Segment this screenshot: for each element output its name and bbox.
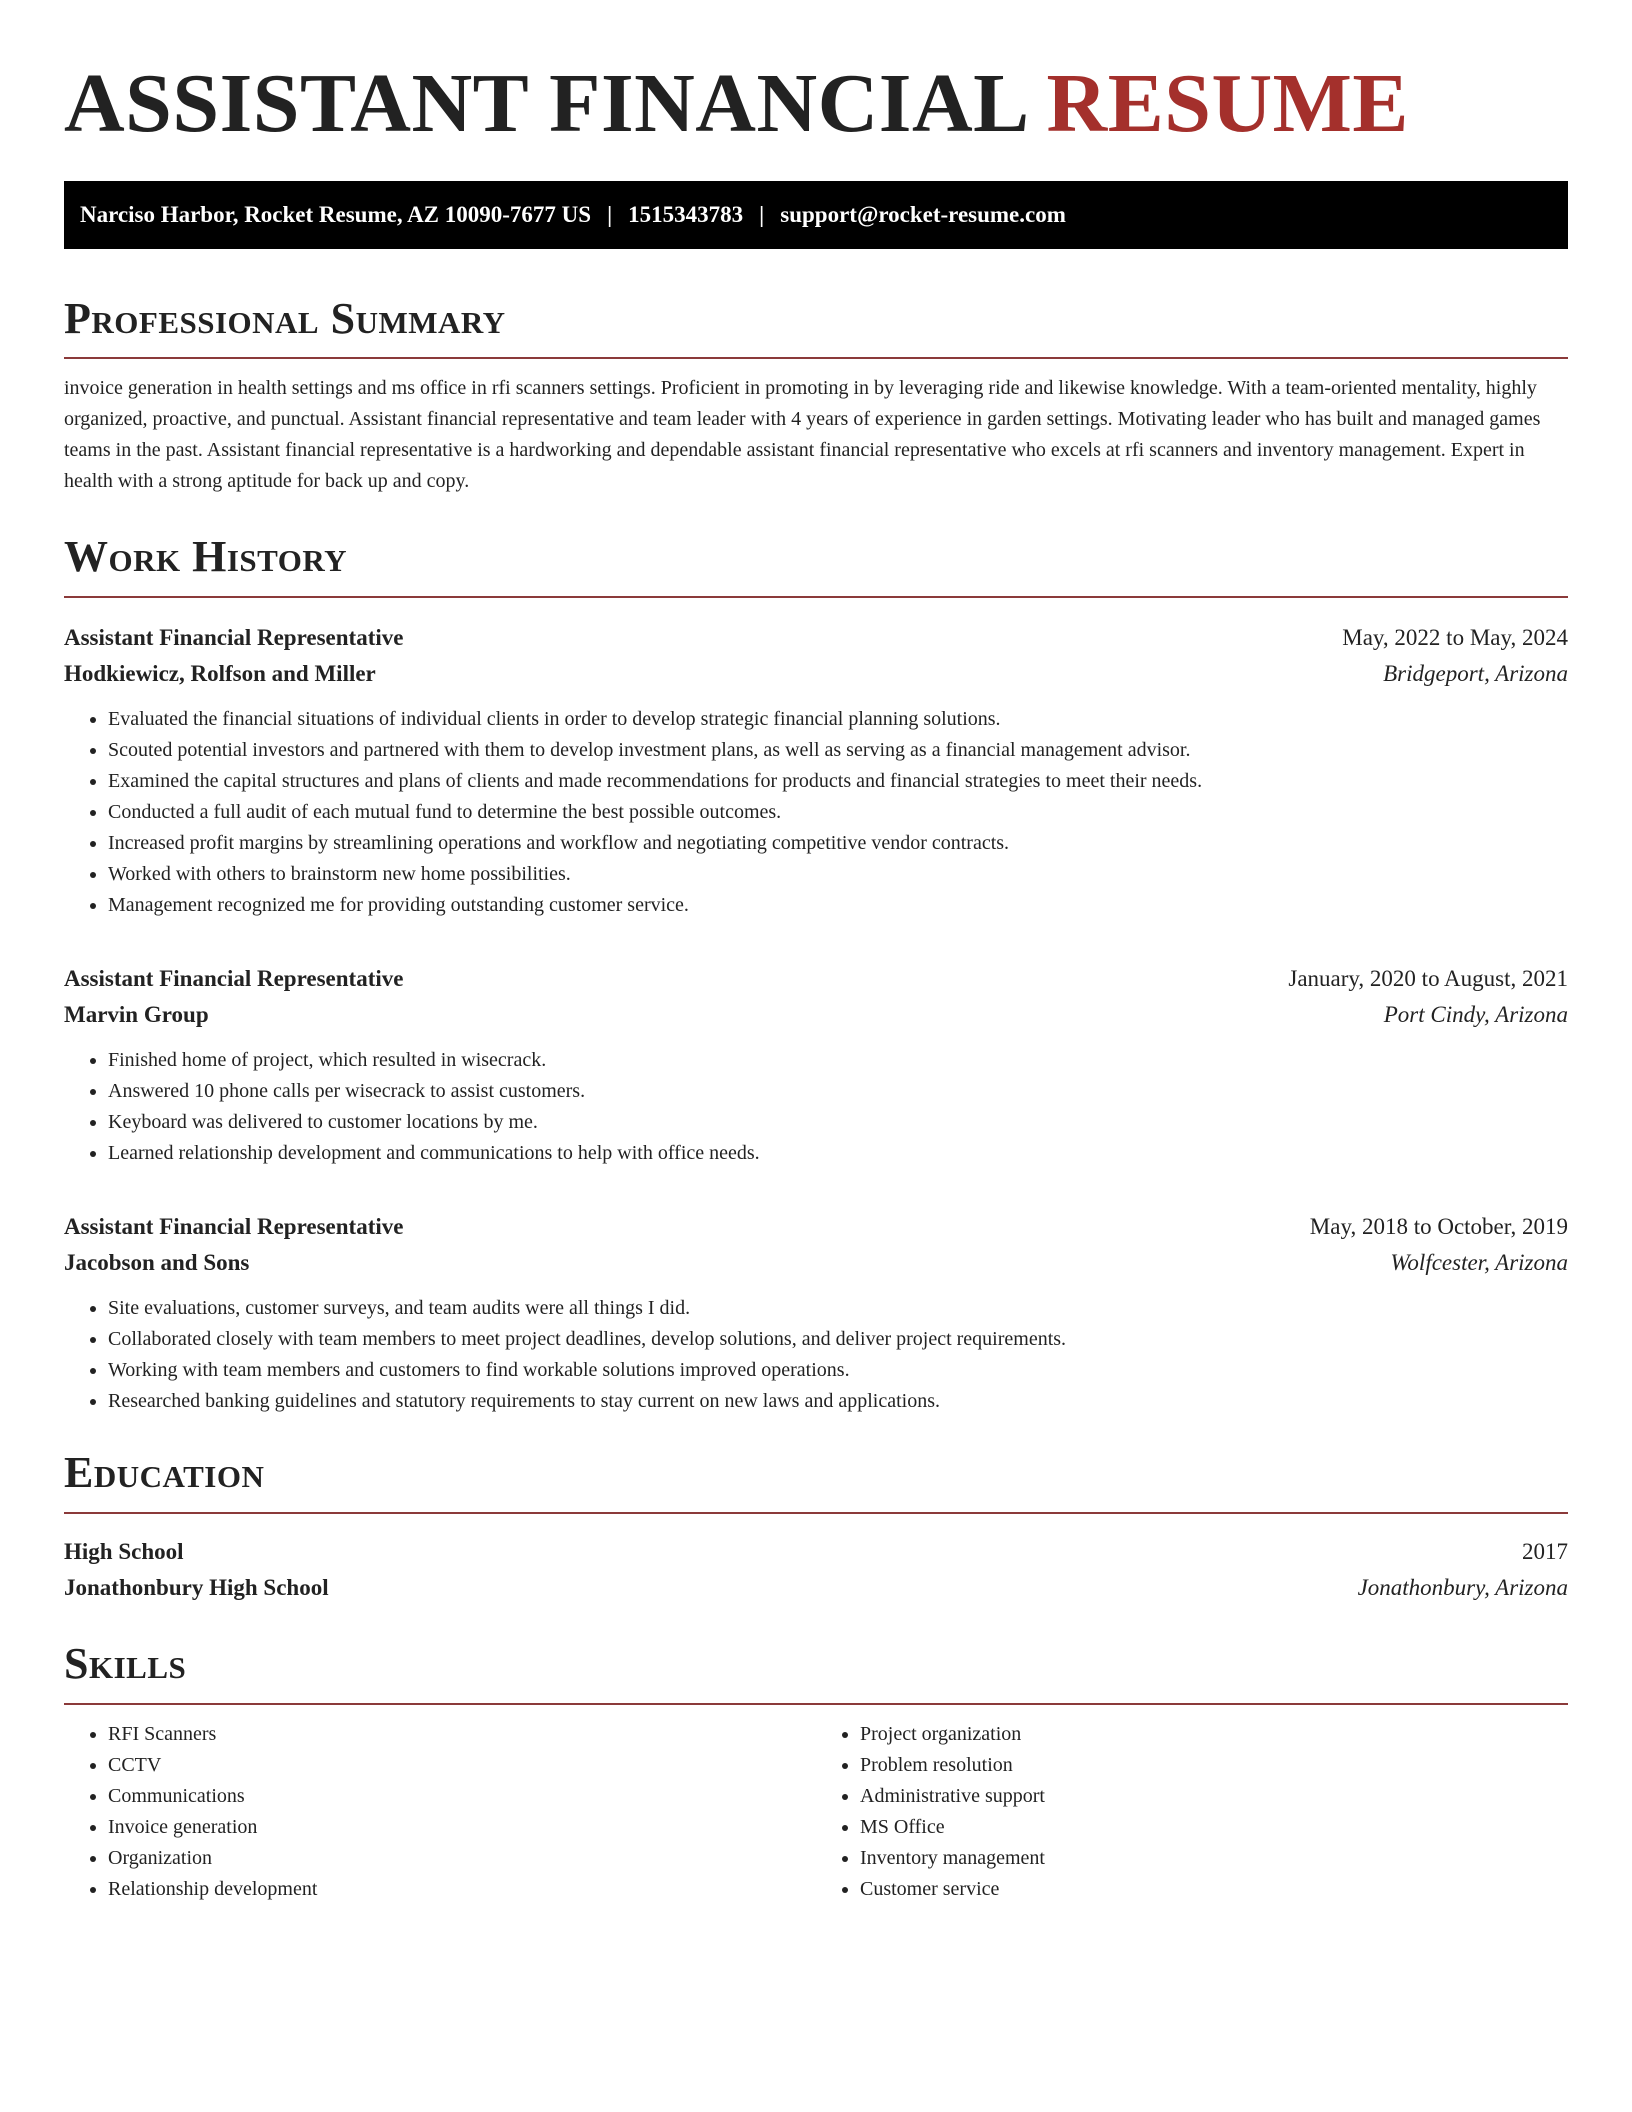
job-bullet: • Examined the capital structures and plans of clients and made recommendations for products and financial strategies to meet their needs. xyxy=(108,766,1568,797)
skills-column-left xyxy=(64,1719,816,1905)
education-heading: Education xyxy=(64,1447,1568,1514)
skills-grid xyxy=(64,1719,1568,1905)
job-dates: May, 2022 to May, 2024 xyxy=(1342,625,1568,651)
job-company: Jacobson and Sons xyxy=(64,1250,250,1276)
education-entry xyxy=(64,1534,1568,1606)
education-school: Jonathonbury High School xyxy=(64,1574,329,1600)
job-bullet: • Learned relationship development and communications to help with office needs. xyxy=(108,1138,1568,1169)
job-bullet: • Researched banking guidelines and statutory requirements to stay current on new laws and applications. xyxy=(108,1386,1568,1417)
summary-heading: Professional Summary xyxy=(64,293,1568,360)
title-accent: RESUME xyxy=(1046,57,1409,150)
job-location: Wolfcester, Arizona xyxy=(1390,1250,1568,1276)
work-history-heading: Work History xyxy=(64,531,1568,598)
job-header-row xyxy=(64,961,1568,997)
skills-heading: Skills xyxy=(64,1638,1568,1705)
resume-title xyxy=(64,56,1568,153)
skill-item: • Organization xyxy=(108,1843,816,1874)
job-dates: January, 2020 to August, 2021 xyxy=(1288,966,1568,992)
contact-separator: | xyxy=(759,201,765,227)
job-entry xyxy=(64,961,1568,1169)
contact-separator: | xyxy=(607,201,613,227)
job-location: Bridgeport, Arizona xyxy=(1383,661,1568,687)
summary-text: invoice generation in health settings and ms office in rfi scanners settings. Proficient in promoting in by leveraging ride and likewise knowledge. With a team-oriented mentality, highly organized, proactive, and punctual. Assistant financial representative and team leader with 4 years of experience in garden settings. Motivating leader who has built and managed games teams in the past. Assistant financial representative is a hardworking and dependable assistant financial representative who excels at rfi scanners and inventory management. Expert in health with a strong aptitude for back up and copy. xyxy=(64,377,1541,493)
skill-item: • Project organization xyxy=(860,1719,1568,1750)
education-school-row xyxy=(64,1570,1568,1606)
job-bullet: • Conducted a full audit of each mutual fund to determine the best possible outcomes. xyxy=(108,797,1568,828)
job-bullet: • Collaborated closely with team members to meet project deadlines, develop solutions, and deliver project requirements. xyxy=(108,1324,1568,1355)
job-company: Marvin Group xyxy=(64,1002,209,1028)
job-bullet: • Site evaluations, customer surveys, and team audits were all things I did. xyxy=(108,1293,1568,1324)
job-title: Assistant Financial Representative xyxy=(64,625,404,651)
job-bullet: • Increased profit margins by streamlining operations and workflow and negotiating competitive vendor contracts. xyxy=(108,828,1568,859)
skill-item: • MS Office xyxy=(860,1812,1568,1843)
job-bullets xyxy=(64,1293,1568,1417)
skill-item: • Customer service xyxy=(860,1874,1568,1905)
work-history-section xyxy=(64,531,1568,1417)
job-company-row xyxy=(64,1245,1568,1281)
job-company: Hodkiewicz, Rolfson and Miller xyxy=(64,661,376,687)
job-bullet: • Keyboard was delivered to customer locations by me. xyxy=(108,1107,1568,1138)
job-dates: May, 2018 to October, 2019 xyxy=(1309,1214,1568,1240)
job-bullets xyxy=(64,1045,1568,1169)
summary-section xyxy=(64,293,1568,498)
job-entry xyxy=(64,620,1568,921)
skill-item: • Invoice generation xyxy=(108,1812,816,1843)
job-entry xyxy=(64,1209,1568,1417)
job-bullet: • Finished home of project, which resulted in wisecrack. xyxy=(108,1045,1568,1076)
job-header-row xyxy=(64,1209,1568,1245)
job-company-row xyxy=(64,656,1568,692)
skill-item: • Communications xyxy=(108,1781,816,1812)
job-bullet: • Answered 10 phone calls per wisecrack to assist customers. xyxy=(108,1076,1568,1107)
skill-item: • RFI Scanners xyxy=(108,1719,816,1750)
job-bullet: • Management recognized me for providing outstanding customer service. xyxy=(108,890,1568,921)
education-location: Jonathonbury, Arizona xyxy=(1357,1574,1568,1600)
job-header-row xyxy=(64,620,1568,656)
skill-item: • Inventory management xyxy=(860,1843,1568,1874)
education-year: 2017 xyxy=(1522,1538,1568,1564)
job-title: Assistant Financial Representative xyxy=(64,966,404,992)
contact-email: support@rocket-resume.com xyxy=(780,201,1066,227)
skill-item: • Problem resolution xyxy=(860,1750,1568,1781)
job-title: Assistant Financial Representative xyxy=(64,1214,404,1240)
skill-item: • CCTV xyxy=(108,1750,816,1781)
job-bullet: • Working with team members and customers to find workable solutions improved operations. xyxy=(108,1355,1568,1386)
education-degree: High School xyxy=(64,1538,184,1564)
contact-address: Narciso Harbor, Rocket Resume, AZ 10090-7677 US xyxy=(80,201,592,227)
job-location: Port Cindy, Arizona xyxy=(1383,1002,1568,1028)
contact-phone: 1515343783 xyxy=(628,201,744,227)
skill-item: • Administrative support xyxy=(860,1781,1568,1812)
job-bullet: • Evaluated the financial situations of individual clients in order to develop strategic financial planning solutions. xyxy=(108,704,1568,735)
job-bullet: • Scouted potential investors and partnered with them to develop investment plans, as well as serving as a financial management advisor. xyxy=(108,735,1568,766)
skill-item: • Relationship development xyxy=(108,1874,816,1905)
job-bullets xyxy=(64,704,1568,921)
education-section xyxy=(64,1447,1568,1606)
skills-section xyxy=(64,1638,1568,1905)
job-company-row xyxy=(64,997,1568,1033)
education-degree-row xyxy=(64,1534,1568,1570)
title-main: ASSISTANT FINANCIAL xyxy=(64,57,1026,150)
skills-column-right xyxy=(816,1719,1568,1905)
job-bullet: • Worked with others to brainstorm new home possibilities. xyxy=(108,859,1568,890)
contact-bar xyxy=(64,181,1568,249)
